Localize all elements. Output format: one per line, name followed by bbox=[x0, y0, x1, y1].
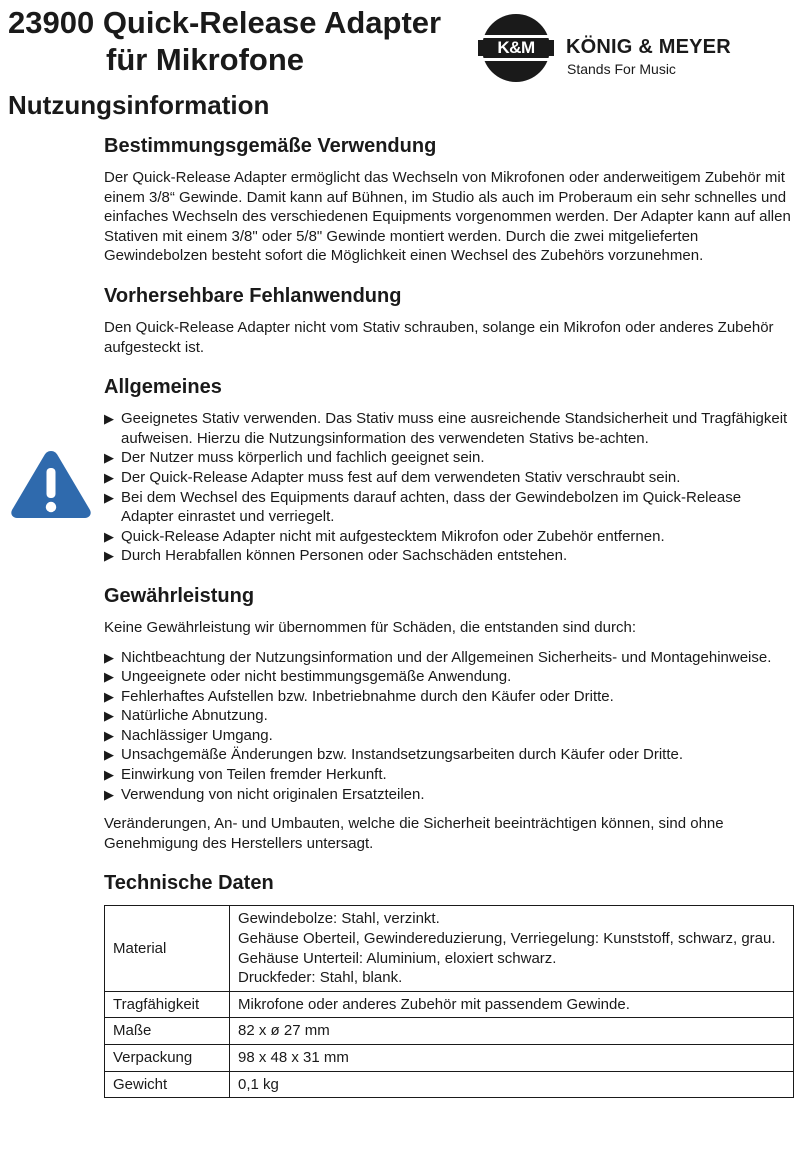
text-fehlanwendung: Den Quick-Release Adapter nicht vom Stativ schrauben, solange ein Mikrofon oder anderes Zubehör aufgesteckt ist. bbox=[104, 318, 774, 356]
heading-bestimmung: Bestimmungsgemäße Verwendung bbox=[104, 135, 437, 157]
title-line-1: 23900 Quick-Release Adapter bbox=[8, 5, 442, 40]
tech-data-table bbox=[104, 905, 794, 1098]
table-row bbox=[105, 1071, 794, 1098]
section-technische-daten bbox=[104, 871, 794, 1098]
section-fehlanwendung bbox=[104, 284, 794, 357]
list-item: ▶ Nichtbeachtung der Nutzungsinformation und der Allgemeinen Sicherheits- und Montagehinweise. bbox=[104, 648, 794, 668]
heading-fehlanwendung: Vorhersehbare Fehlanwendung bbox=[104, 284, 402, 307]
heading-technische-daten: Technische Daten bbox=[104, 872, 274, 895]
table-cell-value bbox=[230, 906, 794, 991]
list-allgemeines bbox=[104, 409, 794, 566]
text-bestimmung: Der Quick-Release Adapter ermöglicht das Wechseln von Mikrofonen oder anderweitigem Zubehör mit einem 3/8“ Gewinde. Damit kann auf Bühnen, im Studio als auch im Proberaum ein sehr schnelles und einfaches Wechseln des verschiedenen Equipments vorgenommen werden. Der Adapter kann auf allen Stativen mit einem 3/8" oder 5/8" Gewinde montiert werden. Durch die zwei mitgelieferten Gewindebolzen besteht sofort die Möglichkeit einen Wechsel des Zubehörs vorzunehmen. bbox=[104, 169, 791, 265]
table-cell-value: Mikrofone oder anderes Zubehör mit passendem Gewinde. bbox=[230, 991, 794, 1018]
table-cell-label: Material bbox=[105, 906, 230, 991]
list-item: ▶ Unsachgemäße Änderungen bzw. Instandsetzungsarbeiten durch Käufer oder Dritte. bbox=[104, 745, 794, 765]
list-item: ▶ Ungeeignete oder nicht bestimmungsgemäße Anwendung. bbox=[104, 667, 794, 687]
material-line: Gehäuse Oberteil, Gewindereduzierung, Verriegelung: Kunststoff, schwarz, grau. bbox=[238, 930, 776, 948]
list-item: ▶ Verwendung von nicht originalen Ersatzteilen. bbox=[104, 785, 794, 805]
brand-logo bbox=[482, 14, 550, 82]
material-line: Gewindebolze: Stahl, verzinkt. bbox=[238, 910, 440, 928]
document-title bbox=[8, 4, 441, 78]
material-line: Druckfeder: Stahl, blank. bbox=[238, 969, 403, 987]
section-bestimmung bbox=[104, 134, 794, 266]
section-gewaehrleistung bbox=[104, 584, 794, 854]
list-item: ▶ Durch Herabfallen können Personen oder Sachschäden entstehen. bbox=[104, 546, 794, 566]
table-cell-label: Tragfähigkeit bbox=[105, 991, 230, 1018]
section-allgemeines bbox=[104, 375, 794, 566]
list-item: ▶ Geeignetes Stativ verwenden. Das Stativ muss eine ausreichende Standsicherheit und Tragfähigkeit aufweisen. Hierzu die Nutzungsinformation des verwendeten Stativs be-achten. bbox=[104, 409, 794, 448]
logo-text: K&M bbox=[478, 40, 554, 56]
list-gewaehrleistung bbox=[104, 648, 794, 805]
list-item: ▶ Quick-Release Adapter nicht mit aufgestecktem Mikrofon oder Zubehör entfernen. bbox=[104, 527, 794, 547]
heading-gewaehrleistung: Gewährleistung bbox=[104, 584, 255, 607]
table-cell-label: Maße bbox=[105, 1018, 230, 1045]
list-item: ▶ Einwirkung von Teilen fremder Herkunft. bbox=[104, 765, 794, 785]
list-item: ▶ Nachlässiger Umgang. bbox=[104, 726, 794, 746]
table-cell-label: Verpackung bbox=[105, 1045, 230, 1072]
list-item: ▶ Bei dem Wechsel des Equipments darauf achten, dass der Gewindebolzen im Quick-Release Adapter einrastet und verriegelt. bbox=[104, 488, 794, 527]
list-item: ▶ Fehlerhaftes Aufstellen bzw. Inbetriebnahme durch den Käufer oder Dritte. bbox=[104, 687, 794, 707]
table-cell-value: 98 x 48 x 31 mm bbox=[230, 1045, 794, 1072]
heading-allgemeines: Allgemeines bbox=[104, 376, 222, 399]
title-line-2: für Mikrofone bbox=[106, 42, 305, 77]
text-gewaehr-intro: Keine Gewährleistung wir übernommen für Schäden, die entstanden sind durch: bbox=[104, 618, 636, 636]
list-item: ▶ Der Nutzer muss körperlich und fachlich geeignet sein. bbox=[104, 448, 794, 468]
document-subtitle: Nutzungsinformation bbox=[8, 90, 270, 120]
table-row bbox=[105, 906, 794, 991]
table-cell-value: 0,1 kg bbox=[230, 1071, 794, 1098]
table-cell-value: 82 x ø 27 mm bbox=[230, 1018, 794, 1045]
text-gewaehr-outro: Veränderungen, An- und Umbauten, welche die Sicherheit beeinträchtigen können, sind ohne Genehmigung des Herstellers untersagt. bbox=[104, 815, 724, 852]
table-row bbox=[105, 1045, 794, 1072]
warning-icon bbox=[9, 448, 93, 520]
brand-name: KÖNIG & MEYER bbox=[566, 36, 731, 58]
list-item: ▶ Der Quick-Release Adapter muss fest auf dem verwendeten Stativ verschraubt sein. bbox=[104, 468, 794, 488]
list-item: ▶ Natürliche Abnutzung. bbox=[104, 706, 794, 726]
material-line: Gehäuse Unterteil: Aluminium, eloxiert schwarz. bbox=[238, 949, 557, 967]
table-row bbox=[105, 991, 794, 1018]
table-cell-label: Gewicht bbox=[105, 1071, 230, 1098]
brand-tagline: Stands For Music bbox=[567, 61, 676, 77]
main-content bbox=[104, 134, 794, 1098]
table-row bbox=[105, 1018, 794, 1045]
